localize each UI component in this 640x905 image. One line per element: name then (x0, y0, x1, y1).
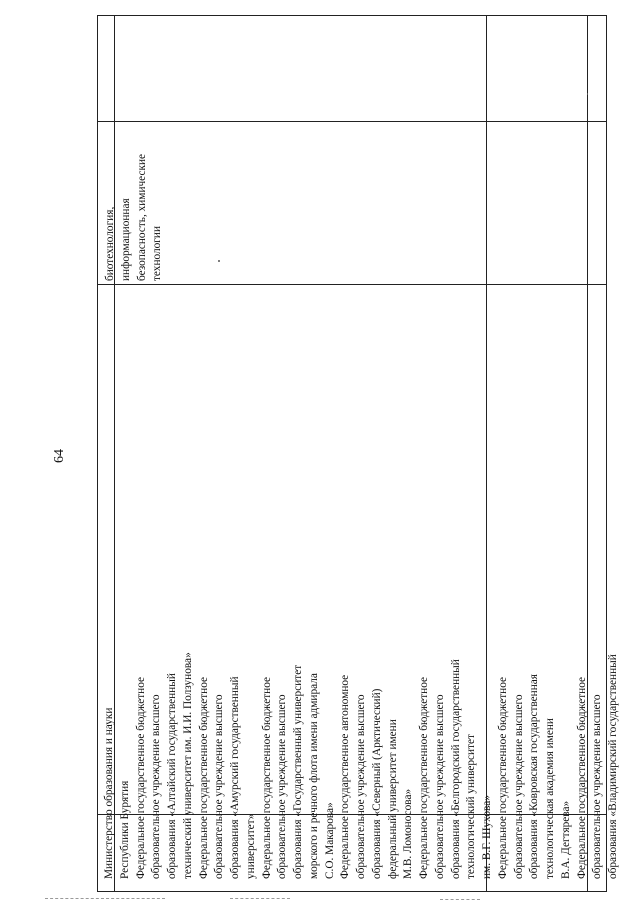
org-line: федеральный университет имени (386, 719, 399, 879)
org-line: образования «Белгородский государственный (449, 659, 462, 879)
org-line: образования «Государственный университет (292, 664, 304, 879)
org-line: Республики Бурятия (118, 780, 131, 879)
scan-speck (587, 93, 588, 95)
org-line: Федеральное государственное бюджетное (197, 676, 210, 879)
org-line: В.А. Дегтярева» (559, 800, 572, 879)
org-line: образования «Владимирский государственный (607, 654, 619, 879)
org-line: образовательное учреждение высшего (355, 694, 367, 879)
technologies-cell (103, 131, 166, 281)
org-line: образовательное учреждение высшего (213, 694, 226, 879)
org-line: Федеральное государственное бюджетное (575, 676, 588, 879)
org-line: образовательное учреждение высшего (591, 694, 604, 879)
org-line: Федеральное государственное автономное (339, 674, 352, 879)
org-line: образования «Амурский государственный (229, 676, 241, 879)
org-line: морского и речного флота имени адмирала (307, 673, 320, 879)
org-line: Федеральное государственное бюджетное (260, 676, 273, 879)
org-line: образования «Ковровская государственная (528, 674, 541, 879)
org-line: образовательное учреждение высшего (276, 694, 289, 879)
tech-line: технологии (151, 225, 164, 281)
org-line: технический университет им. И.И. Ползунова» (181, 652, 194, 879)
org-line: им. В.Г. Шухова» (481, 795, 493, 879)
org-line: образования «Северный (Арктический) (370, 688, 383, 879)
org-line: образовательное учреждение высшего (512, 694, 525, 879)
scan-edge-mark (45, 898, 165, 899)
tech-line: биотехнология, (104, 206, 116, 281)
scan-edge-mark (230, 898, 290, 899)
scan-edge-mark (440, 899, 480, 900)
org-line: университет» (244, 813, 257, 879)
org-line: Федеральное государственное бюджетное (496, 676, 509, 879)
row-separator (98, 121, 606, 122)
scan-speck (218, 260, 220, 262)
org-line: образования «Алтайский государственный (166, 673, 178, 879)
row-separator (98, 284, 606, 285)
org-line: Министерство образования и науки (103, 707, 115, 879)
org-line: образовательное учреждение высшего (150, 694, 163, 879)
org-line: образовательное учреждение высшего (433, 694, 446, 879)
org-line: С.О. Макарова» (323, 802, 336, 879)
org-line: технологический университет (465, 734, 478, 879)
page-number: 64 (52, 449, 67, 463)
tech-line: безопасность, химические (135, 153, 148, 281)
org-line: Федеральное государственное бюджетное (134, 676, 147, 879)
org-line: М.В. Ломоносова» (402, 788, 415, 879)
tech-line: информационная (119, 198, 132, 281)
org-line: технологическая академия имени (544, 718, 556, 879)
org-line: Федеральное государственное бюджетное (418, 676, 430, 879)
organizations-cell (102, 439, 622, 879)
